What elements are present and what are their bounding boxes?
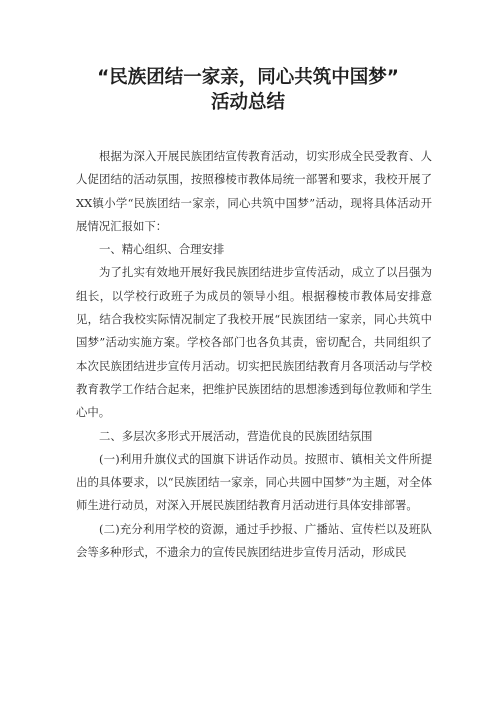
document-body (76, 145, 432, 564)
document-title-line-1: “民族团结一家亲，同心共筑中国梦” (97, 67, 399, 88)
section-2-item-2: (二)充分利用学校的资源，通过手抄报、广播站、宣传栏以及班队会等多种形式，不遗余力的宣传民族团结进步宣传月活动，形成民 (76, 521, 432, 560)
section-2-item-1: (一)利用升旗仪式的国旗下讲话作动员。按照市、镇相关文件所提出的具体要求，以“民族团结一家亲，同心共圆中国梦”为主题，对全体师生进行动员，对深入开展民族团结教育月活动进行具体安排部署。 (76, 451, 432, 513)
section-1-paragraph: 为了扎实有效地开展好我民族团结进步宣传活动，成立了以吕强为组长，以学校行政班子为成员的领导小组。根据穆棱市教体局安排意见，结合我校实际情况制定了我校开展“民族团结一家亲，同心共筑中国梦”活动实施方案。学校各部门也各负其责，密切配合，共同组织了本次民族团结进步宣传月活动。切实把民族团结教育月各项活动与学校教育教学工作结合起来，把维护民族团结的思想渗透到每位教师和学生心中。 (76, 265, 432, 420)
section-heading-1: 一、精心组织、合理安排 (99, 242, 225, 257)
intro-paragraph: 根据为深入开展民族团结宣传教育活动，切实形成全民受教育、人人促团结的活动氛围，按照穆棱市教体局统一部署和要求，我校开展了XX镇小学“民族团结一家亲，同心共筑中国梦”活动，现将具体活动开展情况汇报如下： (76, 149, 432, 233)
section-heading-2: 二、多层次多形式开展活动，营造优良的民族团结氛围 (99, 428, 373, 443)
document-title-line-2: 活动总结 (210, 92, 285, 113)
